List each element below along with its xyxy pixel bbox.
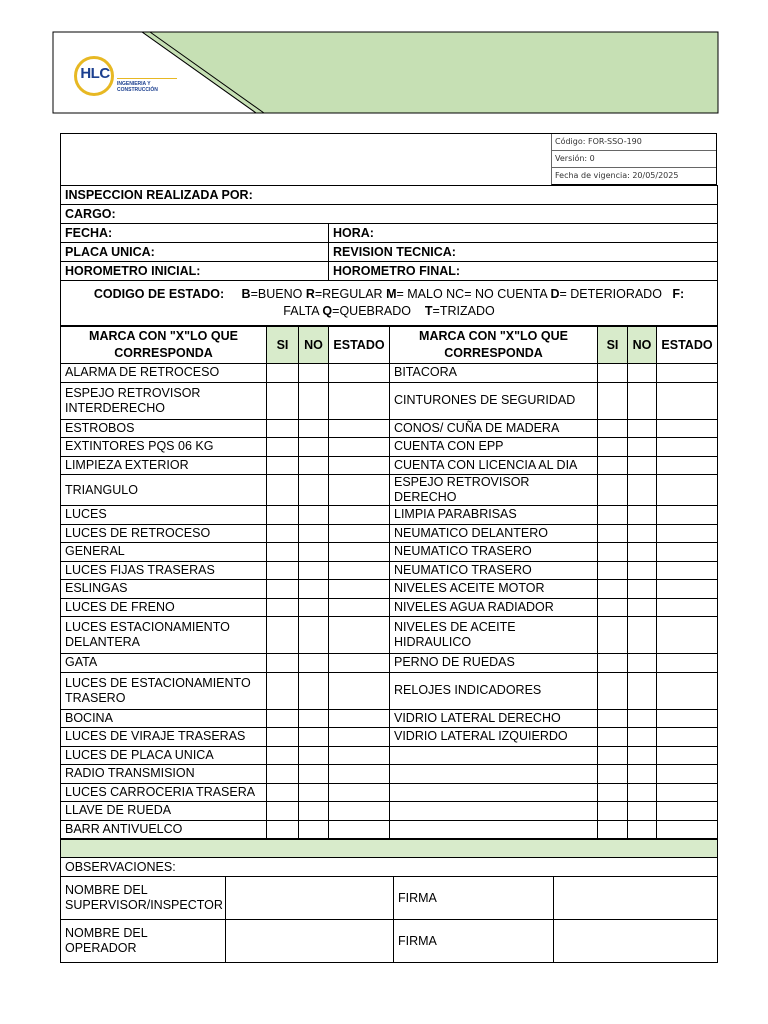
document-code: Código: FOR-SSO-190 — [551, 134, 716, 151]
code-q-desc: =QUEBRADO — [332, 304, 411, 318]
no-cell-right[interactable] — [628, 580, 657, 599]
estado-cell-left[interactable] — [329, 364, 390, 383]
estado-cell-right[interactable] — [657, 475, 718, 506]
code-r-desc: =REGULAR — [314, 287, 387, 301]
checklist-item-right: CINTURONES DE SEGURIDAD — [390, 382, 598, 419]
si-cell-right[interactable] — [598, 475, 628, 506]
no-cell-left[interactable] — [299, 598, 329, 617]
estado-cell-right[interactable] — [657, 364, 718, 383]
info-table — [60, 185, 718, 326]
si-cell-left[interactable] — [267, 561, 299, 580]
estado-cell-left[interactable] — [329, 475, 390, 506]
document-version: Versión: 0 — [551, 151, 716, 168]
si-cell-right[interactable] — [598, 364, 628, 383]
estado-cell-right[interactable] — [657, 783, 718, 802]
no-cell-right[interactable] — [628, 820, 657, 839]
estado-cell-left[interactable] — [329, 672, 390, 709]
inspector-field[interactable]: INSPECCION REALIZADA POR: — [61, 186, 718, 205]
code-d: D — [550, 287, 560, 301]
checklist-item-right — [390, 746, 598, 765]
document-header — [60, 133, 717, 185]
header-si-left: SI — [267, 327, 299, 364]
estado-cell-right[interactable] — [657, 765, 718, 784]
checklist-item-right: NIVELES ACEITE MOTOR — [390, 580, 598, 599]
hora-field[interactable]: HORA: — [329, 224, 718, 243]
checklist-item-right: CONOS/ CUÑA DE MADERA — [390, 419, 598, 438]
checklist-item-left: ESPEJO RETROVISOR INTERDERECHO — [61, 382, 267, 419]
si-cell-right[interactable] — [598, 506, 628, 525]
si-cell-left[interactable] — [267, 382, 299, 419]
checklist-item-right — [390, 820, 598, 839]
no-cell-right[interactable] — [628, 802, 657, 821]
no-cell-left[interactable] — [299, 506, 329, 525]
checklist-item-right: LIMPIA PARABRISAS — [390, 506, 598, 525]
estado-cell-right[interactable] — [657, 561, 718, 580]
state-code-legend — [61, 281, 718, 326]
estado-cell-left[interactable] — [329, 654, 390, 673]
si-cell-left[interactable] — [267, 580, 299, 599]
code-t: T — [424, 304, 433, 318]
si-cell-left[interactable] — [267, 456, 299, 475]
no-cell-right[interactable] — [628, 709, 657, 728]
si-cell-right[interactable] — [598, 654, 628, 673]
checklist-row — [61, 765, 718, 784]
si-cell-left[interactable] — [267, 783, 299, 802]
checklist-item-right: NIVELES DE ACEITE HIDRAULICO — [390, 617, 598, 654]
no-cell-right[interactable] — [628, 672, 657, 709]
green-separator-row — [61, 840, 718, 858]
estado-cell-left[interactable] — [329, 524, 390, 543]
logo-tagline: INGENIERIA Y CONSTRUCCIÓN — [117, 81, 158, 93]
checklist-item-right: NEUMATICO DELANTERO — [390, 524, 598, 543]
checklist-item-left: GENERAL — [61, 543, 267, 562]
estado-cell-left[interactable] — [329, 598, 390, 617]
checklist-item-left: LUCES CARROCERIA TRASERA — [61, 783, 267, 802]
checklist-row — [61, 617, 718, 654]
si-cell-right[interactable] — [598, 617, 628, 654]
estado-cell-left[interactable] — [329, 728, 390, 747]
checklist-item-left: BARR ANTIVUELCO — [61, 820, 267, 839]
si-cell-left[interactable] — [267, 802, 299, 821]
estado-cell-right[interactable] — [657, 543, 718, 562]
header-item-left: MARCA CON "X"LO QUE CORRESPONDA — [61, 327, 267, 364]
no-cell-left[interactable] — [299, 475, 329, 506]
estado-cell-left[interactable] — [329, 419, 390, 438]
code-t-desc: =TRIZADO — [432, 304, 495, 318]
checklist-item-left: TRIANGULO — [61, 475, 267, 506]
checklist-row — [61, 364, 718, 383]
no-cell-left[interactable] — [299, 364, 329, 383]
no-cell-left[interactable] — [299, 728, 329, 747]
si-cell-right[interactable] — [598, 820, 628, 839]
checklist-row — [61, 524, 718, 543]
no-cell-right[interactable] — [628, 728, 657, 747]
si-cell-left[interactable] — [267, 709, 299, 728]
no-cell-right[interactable] — [628, 598, 657, 617]
checklist-row — [61, 598, 718, 617]
document-code-box — [551, 134, 716, 182]
checklist-row — [61, 475, 718, 506]
supervisor-firma-cell[interactable] — [554, 877, 718, 920]
code-r: R — [305, 287, 315, 301]
header-item-right: MARCA CON "X"LO QUE CORRESPONDA — [390, 327, 598, 364]
estado-cell-left[interactable] — [329, 802, 390, 821]
estado-cell-left[interactable] — [329, 765, 390, 784]
inspection-form — [60, 133, 717, 963]
fecha-field[interactable]: FECHA: — [61, 224, 329, 243]
logo-initials: HLC — [80, 65, 110, 82]
checklist-item-right: CUENTA CON LICENCIA AL DIA — [390, 456, 598, 475]
checklist-item-right: VIDRIO LATERAL DERECHO — [390, 709, 598, 728]
checklist-row — [61, 561, 718, 580]
checklist-row — [61, 672, 718, 709]
checklist-row — [61, 783, 718, 802]
horometro-final-field[interactable]: HOROMETRO FINAL: — [329, 262, 718, 281]
code-b-desc: =BUENO — [250, 287, 306, 301]
no-cell-left[interactable] — [299, 765, 329, 784]
checklist-row — [61, 543, 718, 562]
estado-cell-left[interactable] — [329, 506, 390, 525]
no-cell-left[interactable] — [299, 456, 329, 475]
estado-cell-left[interactable] — [329, 580, 390, 599]
no-cell-right[interactable] — [628, 783, 657, 802]
operador-firma-label: FIRMA — [394, 920, 554, 963]
si-cell-right[interactable] — [598, 419, 628, 438]
checklist-row — [61, 654, 718, 673]
no-cell-right[interactable] — [628, 419, 657, 438]
si-cell-left[interactable] — [267, 746, 299, 765]
supervisor-label: NOMBRE DEL SUPERVISOR/INSPECTOR — [61, 877, 226, 920]
no-cell-right[interactable] — [628, 438, 657, 457]
checklist-item-left: LIMPIEZA EXTERIOR — [61, 456, 267, 475]
no-cell-right[interactable] — [628, 561, 657, 580]
horometro-inicial-field[interactable]: HOROMETRO INICIAL: — [61, 262, 329, 281]
si-cell-right[interactable] — [598, 543, 628, 562]
checklist-row — [61, 746, 718, 765]
checklist-row — [61, 419, 718, 438]
code-d-desc: = DETERIORADO — [559, 287, 662, 301]
estado-cell-right[interactable] — [657, 802, 718, 821]
checklist-row — [61, 580, 718, 599]
operador-firma-cell[interactable] — [554, 920, 718, 963]
estado-cell-left[interactable] — [329, 617, 390, 654]
si-cell-right[interactable] — [598, 672, 628, 709]
si-cell-right[interactable] — [598, 709, 628, 728]
checklist-item-right: PERNO DE RUEDAS — [390, 654, 598, 673]
company-logo — [74, 56, 164, 100]
si-cell-left[interactable] — [267, 654, 299, 673]
si-cell-left[interactable] — [267, 543, 299, 562]
checklist-item-right: VIDRIO LATERAL IZQUIERDO — [390, 728, 598, 747]
estado-cell-right[interactable] — [657, 419, 718, 438]
si-cell-left[interactable] — [267, 598, 299, 617]
estado-cell-left[interactable] — [329, 709, 390, 728]
si-cell-right[interactable] — [598, 561, 628, 580]
estado-cell-left[interactable] — [329, 746, 390, 765]
checklist-row — [61, 456, 718, 475]
no-cell-left[interactable] — [299, 783, 329, 802]
no-cell-left[interactable] — [299, 746, 329, 765]
estado-cell-left[interactable] — [329, 543, 390, 562]
operador-label: NOMBRE DEL OPERADOR — [61, 920, 226, 963]
si-cell-left[interactable] — [267, 419, 299, 438]
si-cell-right[interactable] — [598, 598, 628, 617]
checklist-item-left: LUCES DE ESTACIONAMIENTO TRASERO — [61, 672, 267, 709]
si-cell-left[interactable] — [267, 765, 299, 784]
checklist-item-left: LUCES DE PLACA UNICA — [61, 746, 267, 765]
checklist-item-right — [390, 765, 598, 784]
checklist-table — [60, 326, 718, 839]
no-cell-left[interactable] — [299, 820, 329, 839]
no-cell-right[interactable] — [628, 617, 657, 654]
observaciones-field[interactable]: OBSERVACIONES: — [61, 858, 718, 877]
checklist-row — [61, 802, 718, 821]
si-cell-right[interactable] — [598, 524, 628, 543]
no-cell-left[interactable] — [299, 580, 329, 599]
checklist-row — [61, 709, 718, 728]
si-cell-left[interactable] — [267, 475, 299, 506]
estado-cell-right[interactable] — [657, 746, 718, 765]
estado-cell-left[interactable] — [329, 438, 390, 457]
header-estado-right: ESTADO — [657, 327, 718, 364]
no-cell-left[interactable] — [299, 382, 329, 419]
estado-cell-right[interactable] — [657, 820, 718, 839]
si-cell-right[interactable] — [598, 438, 628, 457]
cargo-field[interactable]: CARGO: — [61, 205, 718, 224]
si-cell-left[interactable] — [267, 364, 299, 383]
si-cell-left[interactable] — [267, 506, 299, 525]
estado-cell-right[interactable] — [657, 709, 718, 728]
header-estado-left: ESTADO — [329, 327, 390, 364]
checklist-item-left: LUCES DE VIRAJE TRASERAS — [61, 728, 267, 747]
estado-cell-right[interactable] — [657, 728, 718, 747]
checklist-item-right: CUENTA CON EPP — [390, 438, 598, 457]
si-cell-right[interactable] — [598, 456, 628, 475]
estado-cell-left[interactable] — [329, 783, 390, 802]
checklist-item-right: NEUMATICO TRASERO — [390, 543, 598, 562]
code-m-desc: = MALO NC= NO CUENTA — [396, 287, 551, 301]
checklist-body — [61, 364, 718, 839]
footer-table — [60, 839, 718, 963]
estado-cell-left[interactable] — [329, 561, 390, 580]
checklist-item-left: LLAVE DE RUEDA — [61, 802, 267, 821]
checklist-item-left: RADIO TRANSMISION — [61, 765, 267, 784]
logo-divider — [117, 78, 177, 79]
no-cell-left[interactable] — [299, 561, 329, 580]
estado-cell-right[interactable] — [657, 382, 718, 419]
revision-field[interactable]: REVISION TECNICA: — [329, 243, 718, 262]
si-cell-right[interactable] — [598, 802, 628, 821]
no-cell-right[interactable] — [628, 475, 657, 506]
header-banner — [52, 31, 719, 114]
si-cell-left[interactable] — [267, 672, 299, 709]
no-cell-left[interactable] — [299, 524, 329, 543]
checklist-item-left: LUCES — [61, 506, 267, 525]
header-no-right: NO — [628, 327, 657, 364]
code-f: F: — [672, 287, 685, 301]
si-cell-right[interactable] — [598, 382, 628, 419]
checklist-row — [61, 728, 718, 747]
checklist-row — [61, 506, 718, 525]
checklist-item-left: LUCES DE FRENO — [61, 598, 267, 617]
header-no-left: NO — [299, 327, 329, 364]
no-cell-right[interactable] — [628, 364, 657, 383]
checklist-item-left: LUCES DE RETROCESO — [61, 524, 267, 543]
header-si-right: SI — [598, 327, 628, 364]
si-cell-right[interactable] — [598, 765, 628, 784]
checklist-item-left: ESLINGAS — [61, 580, 267, 599]
estado-cell-left[interactable] — [329, 456, 390, 475]
checklist-item-left: ESTROBOS — [61, 419, 267, 438]
estado-cell-right[interactable] — [657, 598, 718, 617]
estado-cell-left[interactable] — [329, 820, 390, 839]
checklist-row — [61, 382, 718, 419]
no-cell-right[interactable] — [628, 765, 657, 784]
checklist-item-right: BITACORA — [390, 364, 598, 383]
si-cell-right[interactable] — [598, 783, 628, 802]
code-m: M — [386, 287, 397, 301]
no-cell-left[interactable] — [299, 709, 329, 728]
code-f-desc: FALTA — [283, 304, 323, 318]
si-cell-left[interactable] — [267, 438, 299, 457]
no-cell-left[interactable] — [299, 543, 329, 562]
si-cell-left[interactable] — [267, 524, 299, 543]
checklist-item-left: LUCES FIJAS TRASERAS — [61, 561, 267, 580]
no-cell-left[interactable] — [299, 438, 329, 457]
si-cell-right[interactable] — [598, 728, 628, 747]
no-cell-right[interactable] — [628, 506, 657, 525]
estado-cell-right[interactable] — [657, 617, 718, 654]
placa-field[interactable]: PLACA UNICA: — [61, 243, 329, 262]
supervisor-name-cell[interactable] — [226, 877, 394, 920]
estado-cell-right[interactable] — [657, 580, 718, 599]
checklist-item-left: BOCINA — [61, 709, 267, 728]
checklist-item-right — [390, 802, 598, 821]
code-b: B — [241, 287, 251, 301]
no-cell-right[interactable] — [628, 524, 657, 543]
checklist-item-left: ALARMA DE RETROCESO — [61, 364, 267, 383]
checklist-item-left: LUCES ESTACIONAMIENTO DELANTERA — [61, 617, 267, 654]
no-cell-right[interactable] — [628, 654, 657, 673]
no-cell-right[interactable] — [628, 456, 657, 475]
si-cell-right[interactable] — [598, 746, 628, 765]
si-cell-right[interactable] — [598, 580, 628, 599]
no-cell-left[interactable] — [299, 672, 329, 709]
code-q: Q — [322, 304, 333, 318]
estado-cell-right[interactable] — [657, 672, 718, 709]
document-validity: Fecha de vigencia: 20/05/2025 — [551, 168, 716, 185]
checklist-item-left: GATA — [61, 654, 267, 673]
supervisor-firma-label: FIRMA — [394, 877, 554, 920]
checklist-item-right: ESPEJO RETROVISOR DERECHO — [390, 475, 598, 506]
no-cell-right[interactable] — [628, 543, 657, 562]
checklist-item-left: EXTINTORES PQS 06 KG — [61, 438, 267, 457]
checklist-row — [61, 438, 718, 457]
checklist-item-right: RELOJES INDICADORES — [390, 672, 598, 709]
no-cell-right[interactable] — [628, 746, 657, 765]
no-cell-left[interactable] — [299, 419, 329, 438]
checklist-item-right: NIVELES AGUA RADIADOR — [390, 598, 598, 617]
estado-cell-right[interactable] — [657, 524, 718, 543]
no-cell-left[interactable] — [299, 654, 329, 673]
no-cell-right[interactable] — [628, 382, 657, 419]
checklist-row — [61, 820, 718, 839]
operador-name-cell[interactable] — [226, 920, 394, 963]
checklist-item-right — [390, 783, 598, 802]
estado-cell-left[interactable] — [329, 382, 390, 419]
state-code-label: CODIGO DE ESTADO: — [93, 287, 225, 301]
si-cell-left[interactable] — [267, 617, 299, 654]
no-cell-left[interactable] — [299, 617, 329, 654]
checklist-item-right: NEUMATICO TRASERO — [390, 561, 598, 580]
no-cell-left[interactable] — [299, 802, 329, 821]
si-cell-left[interactable] — [267, 820, 299, 839]
estado-cell-right[interactable] — [657, 506, 718, 525]
estado-cell-right[interactable] — [657, 654, 718, 673]
estado-cell-right[interactable] — [657, 438, 718, 457]
estado-cell-right[interactable] — [657, 456, 718, 475]
si-cell-left[interactable] — [267, 728, 299, 747]
